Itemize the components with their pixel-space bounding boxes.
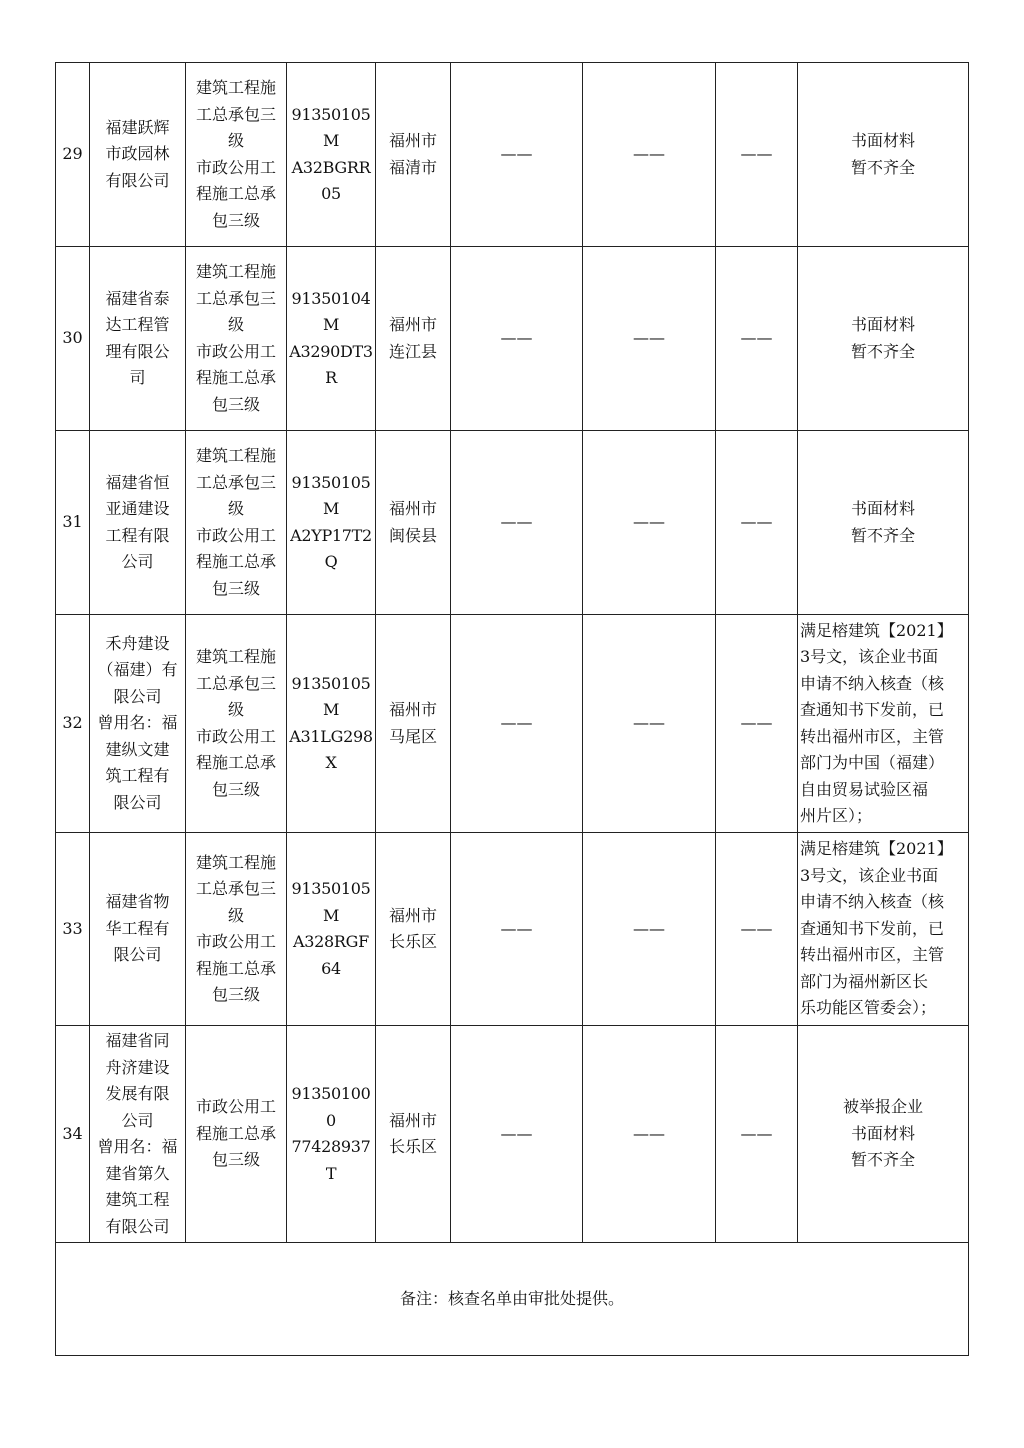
note [798, 247, 969, 431]
company-name-line: （福建）有 [97, 660, 178, 680]
qualification-line: 建筑工程施 [195, 262, 276, 281]
company-name-line: 工程有限 [105, 525, 170, 545]
qualification-line: 市政公用工 [195, 932, 276, 951]
note-line: 部门为福州新区长 [800, 971, 929, 991]
column-8-value: —— [716, 247, 798, 431]
credit-code-line: 913501000 [291, 1084, 371, 1130]
column-7-value: —— [583, 615, 716, 833]
note [798, 63, 969, 247]
qualification [186, 833, 287, 1026]
column-8-value: —— [716, 63, 798, 247]
note-line: 部门为中国（福建） [800, 753, 945, 772]
credit-code-line: A2YP17T2Q [290, 525, 372, 571]
qualification-line: 工总承包三 [195, 288, 276, 308]
credit-code [287, 431, 376, 615]
credit-code-line: 91350105M [291, 879, 371, 925]
note-line: 查通知书下发前，已 [800, 918, 945, 938]
credit-code [287, 1026, 376, 1243]
credit-code-line: A32BGRR05 [291, 157, 371, 203]
company-name-line: 亚通建设 [105, 499, 170, 518]
credit-code-line: A31LG298X [289, 726, 373, 772]
table-row [56, 833, 969, 1026]
table-row [56, 431, 969, 615]
qualification-line: 工总承包三 [195, 104, 276, 124]
company-name [90, 431, 186, 615]
company-name-line: 建纵文建 [105, 739, 170, 759]
row-number: 29 [56, 63, 90, 247]
note-line: 查通知书下发前，已 [800, 700, 945, 719]
note-line: 书面材料 [850, 315, 915, 334]
note-line: 3号文，该企业书面 [800, 647, 939, 666]
note [798, 615, 969, 833]
note-line: 申请不纳入核查（核 [800, 673, 945, 693]
row-number: 32 [56, 615, 90, 833]
credit-code [287, 63, 376, 247]
credit-code [287, 833, 376, 1026]
region [376, 615, 451, 833]
qualification-line: 建筑工程施 [195, 647, 276, 666]
column-8-value: —— [716, 833, 798, 1026]
company-name-line: 禾舟建设 [105, 633, 170, 653]
company-name-line: 福建省物 [105, 892, 170, 912]
qualification-line: 市政公用工 [195, 157, 276, 177]
qualification-line: 包三级 [211, 210, 260, 230]
region [376, 431, 451, 615]
company-name [90, 63, 186, 247]
qualification-line: 建筑工程施 [195, 852, 276, 872]
qualification-line: 程施工总承 [195, 753, 276, 772]
region-line: 马尾区 [388, 726, 437, 746]
column-6-value: —— [451, 1026, 583, 1243]
row-number: 33 [56, 833, 90, 1026]
qualification-line: 程施工总承 [195, 552, 276, 571]
column-6-value: —— [451, 63, 583, 247]
credit-code-line: 91350105M [291, 673, 371, 719]
credit-code-line: A3290DT3R [289, 341, 373, 387]
note-line: 转出福州市区，主管 [800, 726, 945, 746]
note-line: 自由贸易试验区福 [800, 779, 929, 799]
column-8-value: —— [716, 615, 798, 833]
company-name-line: 福建跃辉 [105, 117, 170, 137]
company-name-line: 司 [129, 368, 146, 387]
company-name-line: 建筑工程 [105, 1190, 170, 1209]
region-line: 福州市 [388, 499, 437, 518]
company-name [90, 247, 186, 431]
qualification-line: 包三级 [211, 985, 260, 1004]
column-7-value: —— [583, 431, 716, 615]
company-name-line: 有限公司 [105, 1216, 170, 1236]
qualification [186, 431, 287, 615]
company-name-line: 筑工程有 [105, 766, 170, 786]
note-line: 暂不齐全 [850, 157, 915, 177]
column-6-value: —— [451, 247, 583, 431]
column-7-value: —— [583, 63, 716, 247]
company-name-line: 福建省同 [105, 1031, 170, 1050]
note-line: 被举报企业 [842, 1097, 923, 1117]
qualification-line: 工总承包三 [195, 472, 276, 492]
qualification-line: 市政公用工 [195, 726, 276, 746]
qualification-line: 程施工总承 [195, 958, 276, 978]
row-number: 31 [56, 431, 90, 615]
note-line: 乐功能区管委会）； [800, 998, 937, 1018]
column-6-value: —— [451, 431, 583, 615]
qualification-line: 工总承包三 [195, 673, 276, 693]
column-6-value: —— [451, 615, 583, 833]
region-line: 福清市 [388, 157, 437, 177]
credit-code-line: 91350105M [291, 104, 371, 150]
qualification-line: 程施工总承 [195, 368, 276, 387]
company-name [90, 1026, 186, 1243]
column-7-value: —— [583, 247, 716, 431]
column-7-value: —— [583, 833, 716, 1026]
company-name-line: 理有限公 [105, 341, 170, 361]
region-line: 福州市 [388, 905, 437, 925]
note-line: 书面材料 [850, 131, 915, 150]
credit-code-line: 91350104M [291, 288, 371, 334]
qualification-line: 包三级 [211, 394, 260, 414]
company-name-line: 限公司 [113, 945, 162, 965]
company-name-line: 曾用名：福 [97, 713, 178, 733]
qualification-line: 市政公用工 [195, 525, 276, 545]
note-line: 3号文，该企业书面 [800, 865, 939, 885]
region [376, 1026, 451, 1243]
credit-code-line: 91350105M [291, 472, 371, 518]
qualification-line: 包三级 [211, 578, 260, 598]
credit-code-line: 77428937T [291, 1137, 371, 1183]
table-body [56, 63, 969, 1243]
note-line: 书面材料 [850, 499, 915, 518]
qualification-line: 程施工总承 [195, 184, 276, 203]
region-line: 福州市 [388, 315, 437, 334]
qualification-line: 级 [227, 315, 244, 334]
company-name-line: 福建省泰 [105, 288, 170, 308]
note-line: 转出福州市区，主管 [800, 945, 945, 965]
credit-code-line: A328RGF64 [293, 932, 369, 978]
remark-text: 备注：核查名单由审批处提供。 [56, 1243, 969, 1356]
region [376, 833, 451, 1026]
company-name-line: 华工程有 [105, 918, 170, 938]
qualification-line: 市政公用工 [195, 341, 276, 361]
row-number: 34 [56, 1026, 90, 1243]
qualification-line: 级 [227, 700, 244, 719]
note-line: 州片区）； [800, 806, 873, 825]
region [376, 247, 451, 431]
note-line: 暂不齐全 [850, 341, 915, 361]
note [798, 1026, 969, 1243]
region-line: 长乐区 [388, 932, 437, 951]
region-line: 闽侯县 [388, 525, 437, 545]
qualification-line: 建筑工程施 [195, 78, 276, 97]
column-7-value: —— [583, 1026, 716, 1243]
table-row [56, 1026, 969, 1243]
region-line: 福州市 [388, 700, 437, 719]
company-name-line: 舟济建设 [105, 1057, 170, 1077]
remark-row [56, 1243, 969, 1356]
qualification [186, 1026, 287, 1243]
enterprise-table [55, 62, 969, 1356]
company-name-line: 曾用名：福 [97, 1137, 178, 1156]
qualification-line: 级 [227, 905, 244, 925]
qualification-line: 包三级 [211, 1150, 260, 1170]
company-name-line: 市政园林 [105, 144, 170, 164]
qualification-line: 建筑工程施 [195, 446, 276, 465]
credit-code [287, 615, 376, 833]
company-name [90, 833, 186, 1026]
note-line: 满足榕建筑【2021】 [800, 620, 953, 640]
column-8-value: —— [716, 1026, 798, 1243]
column-6-value: —— [451, 833, 583, 1026]
table-row [56, 247, 969, 431]
qualification [186, 247, 287, 431]
qualification-line: 包三级 [211, 779, 260, 799]
qualification [186, 63, 287, 247]
table-row [56, 615, 969, 833]
note-line: 暂不齐全 [850, 1150, 915, 1170]
company-name-line: 建省第久 [105, 1163, 170, 1183]
company-name-line: 达工程管 [105, 315, 170, 334]
qualification-line: 级 [227, 499, 244, 518]
qualification-line: 程施工总承 [195, 1123, 276, 1143]
region-line: 长乐区 [388, 1137, 437, 1156]
table-row [56, 63, 969, 247]
qualification-line: 市政公用工 [195, 1097, 276, 1117]
region [376, 63, 451, 247]
qualification-line: 级 [227, 131, 244, 150]
note-line: 书面材料 [850, 1123, 915, 1143]
column-8-value: —— [716, 431, 798, 615]
company-name-line: 限公司 [113, 792, 162, 812]
note-line: 申请不纳入核查（核 [800, 892, 945, 912]
company-name-line: 发展有限 [105, 1084, 170, 1103]
note [798, 431, 969, 615]
company-name-line: 公司 [121, 1110, 154, 1130]
company-name [90, 615, 186, 833]
company-name-line: 限公司 [113, 686, 162, 706]
region-line: 福州市 [388, 131, 437, 150]
qualification-line: 工总承包三 [195, 879, 276, 898]
company-name-line: 公司 [121, 552, 154, 571]
row-number: 30 [56, 247, 90, 431]
note [798, 833, 969, 1026]
note-line: 暂不齐全 [850, 525, 915, 545]
company-name-line: 有限公司 [105, 170, 170, 190]
credit-code [287, 247, 376, 431]
region-line: 连江县 [388, 341, 437, 361]
qualification [186, 615, 287, 833]
company-name-line: 福建省恒 [105, 472, 170, 492]
note-line: 满足榕建筑【2021】 [800, 839, 953, 859]
region-line: 福州市 [388, 1110, 437, 1130]
